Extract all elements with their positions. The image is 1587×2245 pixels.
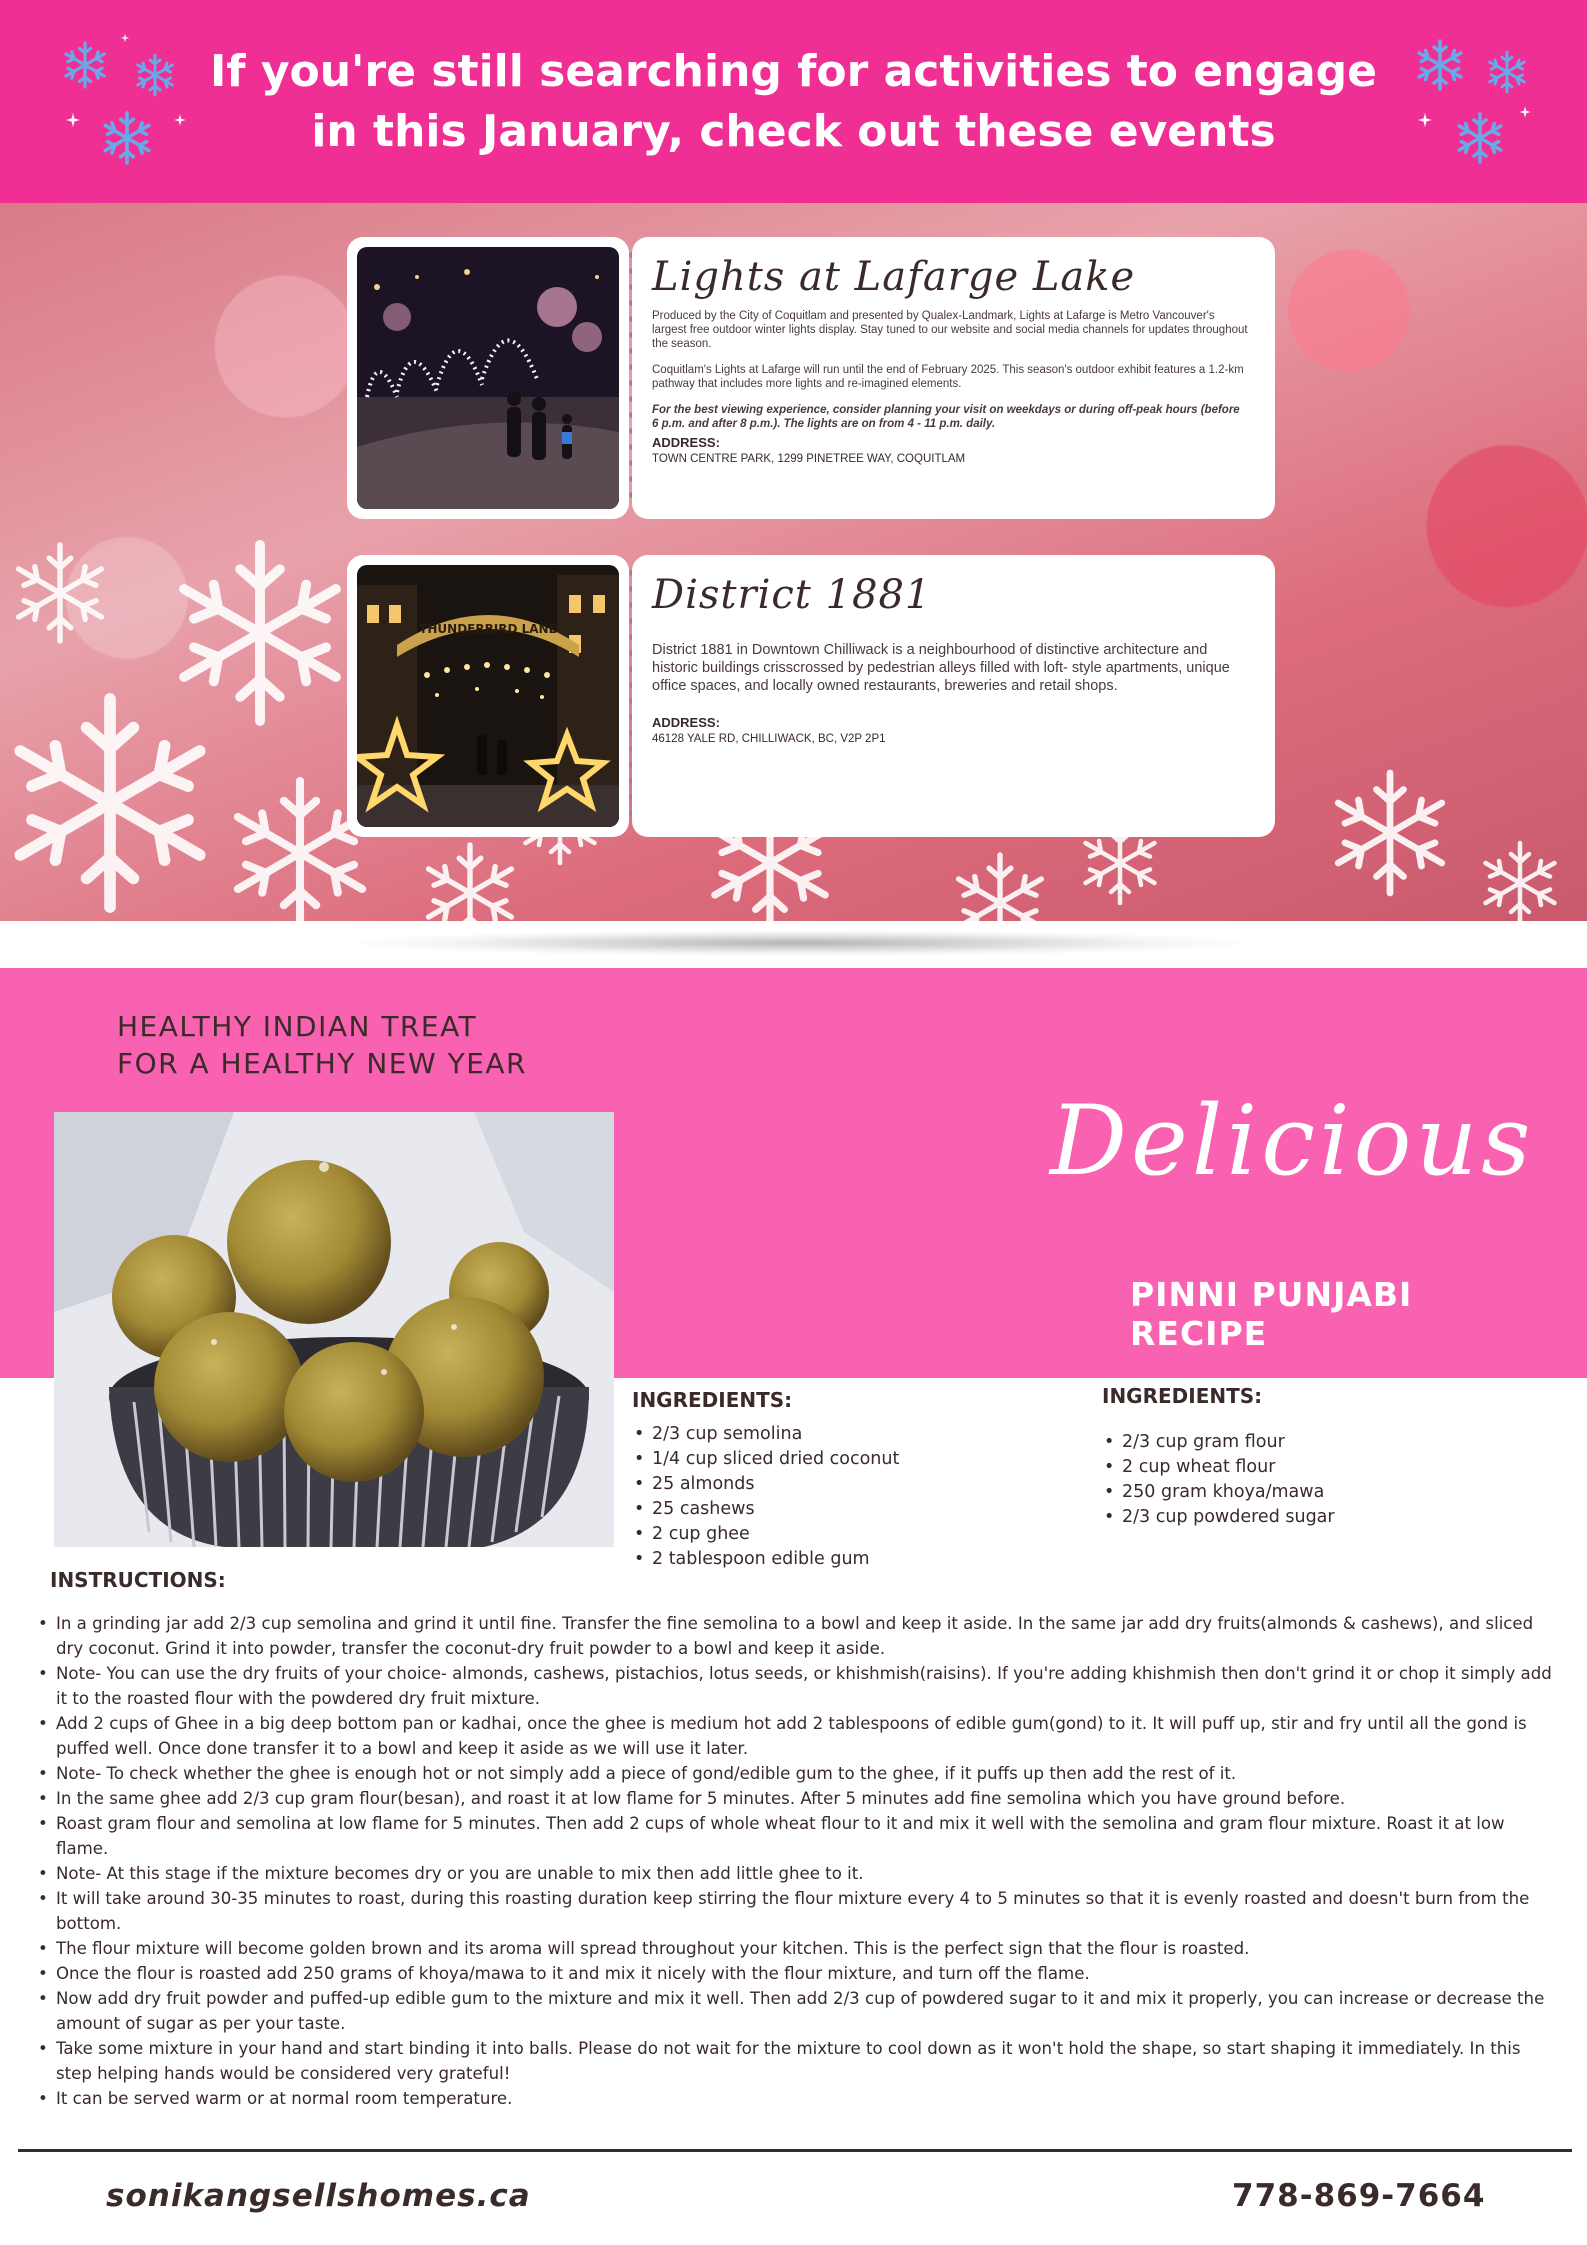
instructions-title: INSTRUCTIONS: <box>50 1568 226 1592</box>
event-description-card <box>632 555 1275 837</box>
list-item: • 2 tablespoon edible gum <box>632 1547 899 1572</box>
list-item: • In a grinding jar add 2/3 cup semolina and grind it until fine. Transfer the fine semolina to a bowl and keep it aside. In the same jar add dry fruits(almonds & cashews), and sliced dry coconut. Grind it into powder, transfer the coconut-dry fruit powder to a bowl and keep it aside. <box>36 1611 1556 1661</box>
list-item: • Roast gram flour and semolina at low flame for 5 minutes. Then add 2 cups of whole wheat flour to it and mix it well with the semolina and gram flour mixture. Roast it at low flame. <box>36 1811 1556 1861</box>
pinni-photo <box>54 1112 614 1547</box>
list-item: • Take some mixture in your hand and start binding it into balls. Please do not wait for the mixture to cool down as it won't hold the shape, so start shaping it immediately. In this step helping hands would be considered very grateful! <box>36 2036 1556 2086</box>
recipe-kicker <box>117 1008 617 1082</box>
ingredients-title: INGREDIENTS: <box>1102 1384 1263 1408</box>
list-item: • Now add dry fruit powder and puffed-up edible gum to the mixture and mix it well. Then add 2/3 cup of powdered sugar to it and mix it properly, you can increase or decrease the amount of sugar as per your taste. <box>36 1986 1556 2036</box>
recipe-name: PINNI PUNJABI RECIPE <box>1130 1275 1413 1353</box>
event-description-card <box>632 237 1275 519</box>
ingredients-list-a <box>632 1388 899 1572</box>
list-item: • Once the flour is roasted add 250 grams of khoya/mawa to it and mix it nicely with the flour mixture, and turn off the flame. <box>36 1961 1556 1986</box>
ingredients-list-b <box>1102 1384 1335 1530</box>
address-value: TOWN CENTRE PARK, 1299 PINETREE WAY, COQUITLAM <box>652 453 966 465</box>
list-item: • 2 cup wheat flour <box>1102 1455 1335 1480</box>
list-item: • Note- To check whether the ghee is enough hot or not simply add a piece of gond/edible gum to the ghee, if it puffs up then add the rest of it. <box>36 1761 1556 1786</box>
event-photo-frame <box>347 555 629 837</box>
list-item: • Note- You can use the dry fruits of your choice- almonds, cashews, pistachios, lotus seeds, or khishmish(raisins). If you're adding khishmish then don't grind it or chop it simply add it to the roasted flour with the powdered dry fruit mixture. <box>36 1661 1556 1711</box>
event-card-lights-at-lafarge <box>347 237 1275 519</box>
list-item: • The flour mixture will become golden brown and its aroma will spread throughout your kitchen. This is the perfect sign that the flour is roasted. <box>36 1936 1556 1961</box>
event-photo-frame <box>347 237 629 519</box>
district-photo-sign: THUNDERBIRD LANE <box>419 622 557 636</box>
events-section <box>0 203 1587 921</box>
list-item: • 25 almonds <box>632 1472 899 1497</box>
list-item: • Add 2 cups of Ghee in a big deep bottom pan or kadhai, once the ghee is medium hot add 2 tablespoons of edible gum(gond) to it. It will puff up, stir and fry until all the gond is puffed well. Once done transfer it to a bowl and keep it aside as we will use it later. <box>36 1711 1556 1761</box>
list-item: • It will take around 30-35 minutes to roast, during this roasting duration keep stirring the flour mixture every 4 to 5 minutes so that it is evenly roasted and doesn't burn from the bottom. <box>36 1886 1556 1936</box>
list-item: • In the same ghee add 2/3 cup gram flour(besan), and roast it at low flame for 5 minutes. After 5 minutes add fine semolina which you have ground before. <box>36 1786 1556 1811</box>
event-paragraph: District 1881 in Downtown Chilliwack is a neighbourhood of distinctive architecture and historic buildings crisscrossed by pedestrian alleys filled with loft- style apartments, unique office spaces, and locally owned restaurants, breweries and retail shops. <box>652 642 1230 694</box>
list-item: • 1/4 cup sliced dried coconut <box>632 1447 899 1472</box>
address-label: ADDRESS: <box>652 715 720 730</box>
footer-phone[interactable]: 778-869-7664 <box>1232 2178 1486 2214</box>
list-item: • 2/3 cup gram flour <box>1102 1430 1335 1455</box>
list-item: • 25 cashews <box>632 1497 899 1522</box>
list-item: • Note- At this stage if the mixture becomes dry or you are unable to mix then add little ghee to it. <box>36 1861 1556 1886</box>
list-item: • It can be served warm or at normal room temperature. <box>36 2086 1556 2111</box>
footer-website-link[interactable]: sonikangsellshomes.ca <box>106 2178 531 2214</box>
page-title-line-2: in this January, check out these events <box>311 106 1276 157</box>
address-value: 46128 YALE RD, CHILLIWACK, BC, V2P 2P1 <box>652 733 886 745</box>
page-title <box>200 42 1387 162</box>
list-item: • 2/3 cup powdered sugar <box>1102 1505 1335 1530</box>
list-item: • 2 cup ghee <box>632 1522 899 1547</box>
event-viewing-tip: For the best viewing experience, consider planning your visit on weekdays or during off-peak hours (before 6 p.m. and after 8 p.m.). The lights are on from 4 - 11 p.m. daily. <box>652 404 1240 430</box>
lights-photo <box>357 247 619 509</box>
delicious-script-title: Delicious <box>1050 1085 1535 1197</box>
section-divider-shadow <box>350 930 1250 956</box>
event-title: District 1881 <box>652 572 932 618</box>
instructions-list <box>36 1611 1556 2111</box>
ingredients-items <box>632 1422 899 1572</box>
footer-divider <box>18 2149 1572 2152</box>
list-item: • 2/3 cup semolina <box>632 1422 899 1447</box>
ingredients-title: INGREDIENTS: <box>632 1388 793 1412</box>
snowflake-icon-cluster-left <box>45 20 205 180</box>
recipe-kicker-line-2: FOR A HEALTHY NEW YEAR <box>117 1047 527 1080</box>
event-card-district-1881 <box>347 555 1275 837</box>
page-title-line-1: If you're still searching for activities to engage <box>209 46 1377 97</box>
ingredients-items <box>1102 1430 1335 1530</box>
event-title: Lights at Lafarge Lake <box>652 254 1136 300</box>
snowflake-icon-cluster-right <box>1385 20 1545 180</box>
list-item: • 250 gram khoya/mawa <box>1102 1480 1335 1505</box>
event-paragraph: Produced by the City of Coquitlam and presented by Qualex-Landmark, Lights at Lafarge is Metro Vancouver's largest free outdoor winter lights display. Stay tuned to our website and social media channels for updates throughout the season. <box>652 310 1248 350</box>
event-paragraph: Coquitlam's Lights at Lafarge will run until the end of February 2025. This season's outdoor exhibit features a 1.2-km pathway that includes more lights and re-imagined elements. <box>652 364 1244 390</box>
district-photo <box>357 565 619 827</box>
address-label: ADDRESS: <box>652 435 720 450</box>
recipe-kicker-line-1: HEALTHY INDIAN TREAT <box>117 1010 478 1043</box>
